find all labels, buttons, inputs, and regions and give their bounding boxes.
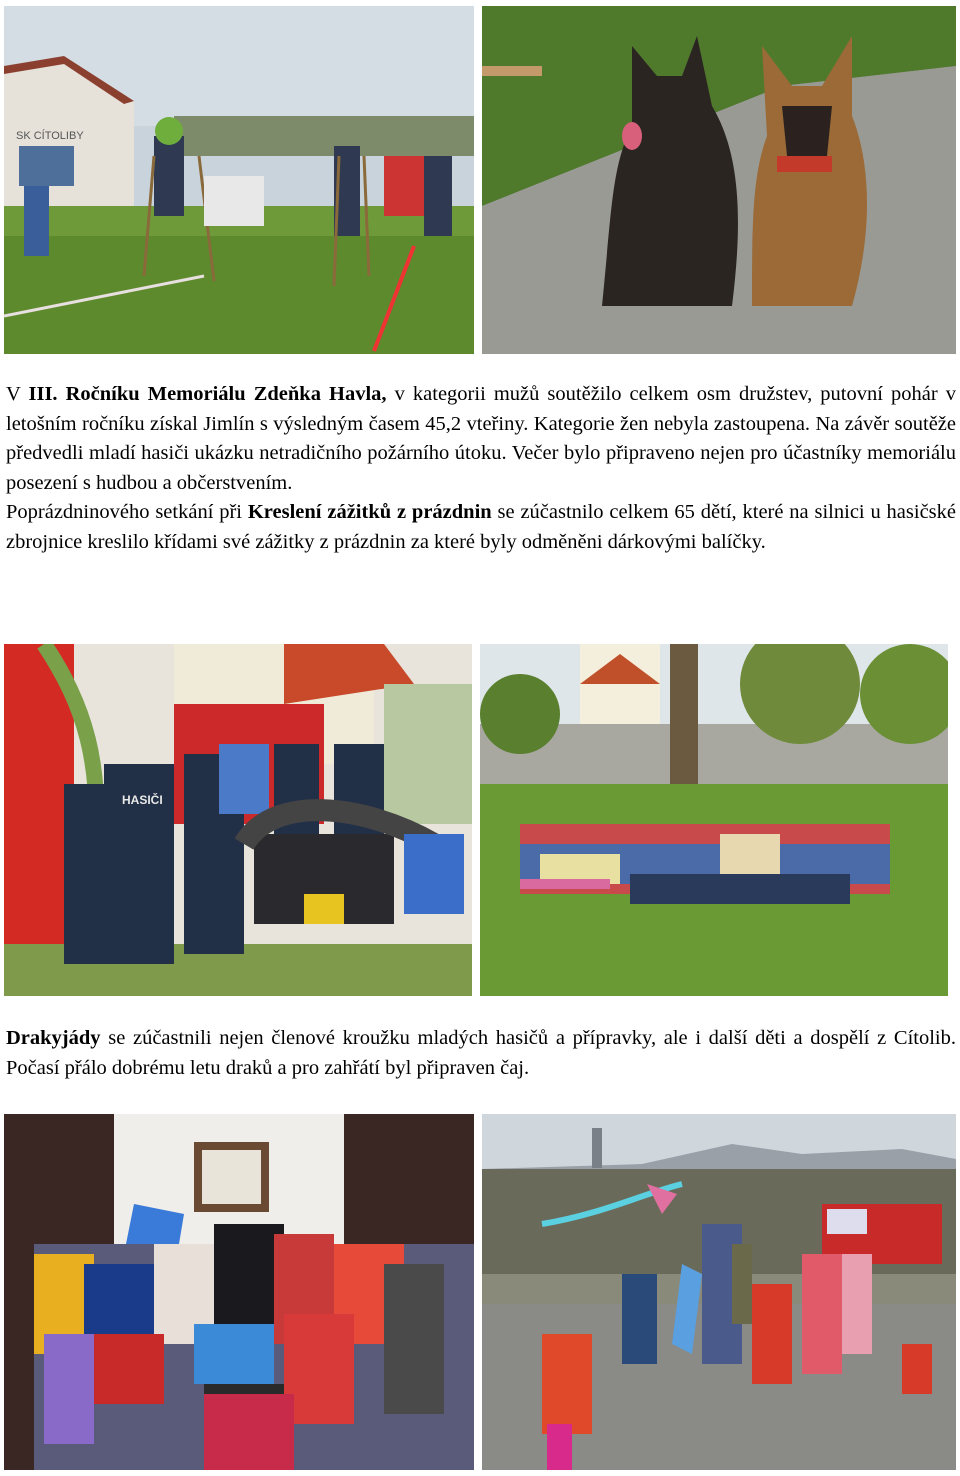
drawing-paragraph	[6, 498, 956, 557]
memorial-paragraph	[6, 380, 956, 498]
kite-body: se zúčastnili nejen členové kroužku mladých hasičů a přípravky, ale i další děti a dospělí z Cítolib. Počasí přálo dobrému letu draků a pro zahřátí byl připraven čaj.	[6, 1027, 956, 1079]
hasici-jacket-label: HASIČI	[122, 793, 163, 807]
memorial-title: III. Ročníku Memoriálu Zdeňka Havla,	[28, 383, 387, 405]
photo-two-dogs	[482, 6, 956, 354]
photo-firefighters-pump	[4, 644, 472, 996]
kite-event-text	[6, 1024, 956, 1083]
kite-event-title: Drakyjády	[6, 1027, 101, 1049]
memorial-body: v kategorii mužů soutěžilo celkem osm družstev, putovní pohár v letošním ročníku získal Jimlín s výsledným časem 45,2 vteřiny. Kategorie žen nebyla zastoupena. Na závěr soutěže předvedli mladí hasiči ukázku netradičního požárního útoku. Večer bylo připraveno nejen pro účastníky memoriálu posezení s hudbou a občerstvením.	[6, 383, 956, 494]
photo-stilts-competition	[4, 6, 474, 354]
clubhouse-sign: SK CÍTOLIBY	[16, 130, 84, 142]
memorial-report-text	[6, 380, 956, 557]
drawing-prefix: Poprázdninového setkání při	[6, 501, 248, 523]
photo-children-group	[480, 644, 948, 996]
kite-paragraph	[6, 1024, 956, 1083]
photo-kite-flying-field	[482, 1114, 956, 1470]
memorial-prefix: V	[6, 383, 29, 405]
photo-kites-group	[4, 1114, 474, 1470]
drawing-event-title: Kreslení zážitků z prázdnin	[247, 501, 492, 523]
drawing-body: se zúčastnilo celkem 65 dětí, které na silnici u hasičské zbrojnice kreslilo křídami své zážitky z prázdnin za které byly odměněni dárkovými balíčky.	[6, 501, 957, 553]
